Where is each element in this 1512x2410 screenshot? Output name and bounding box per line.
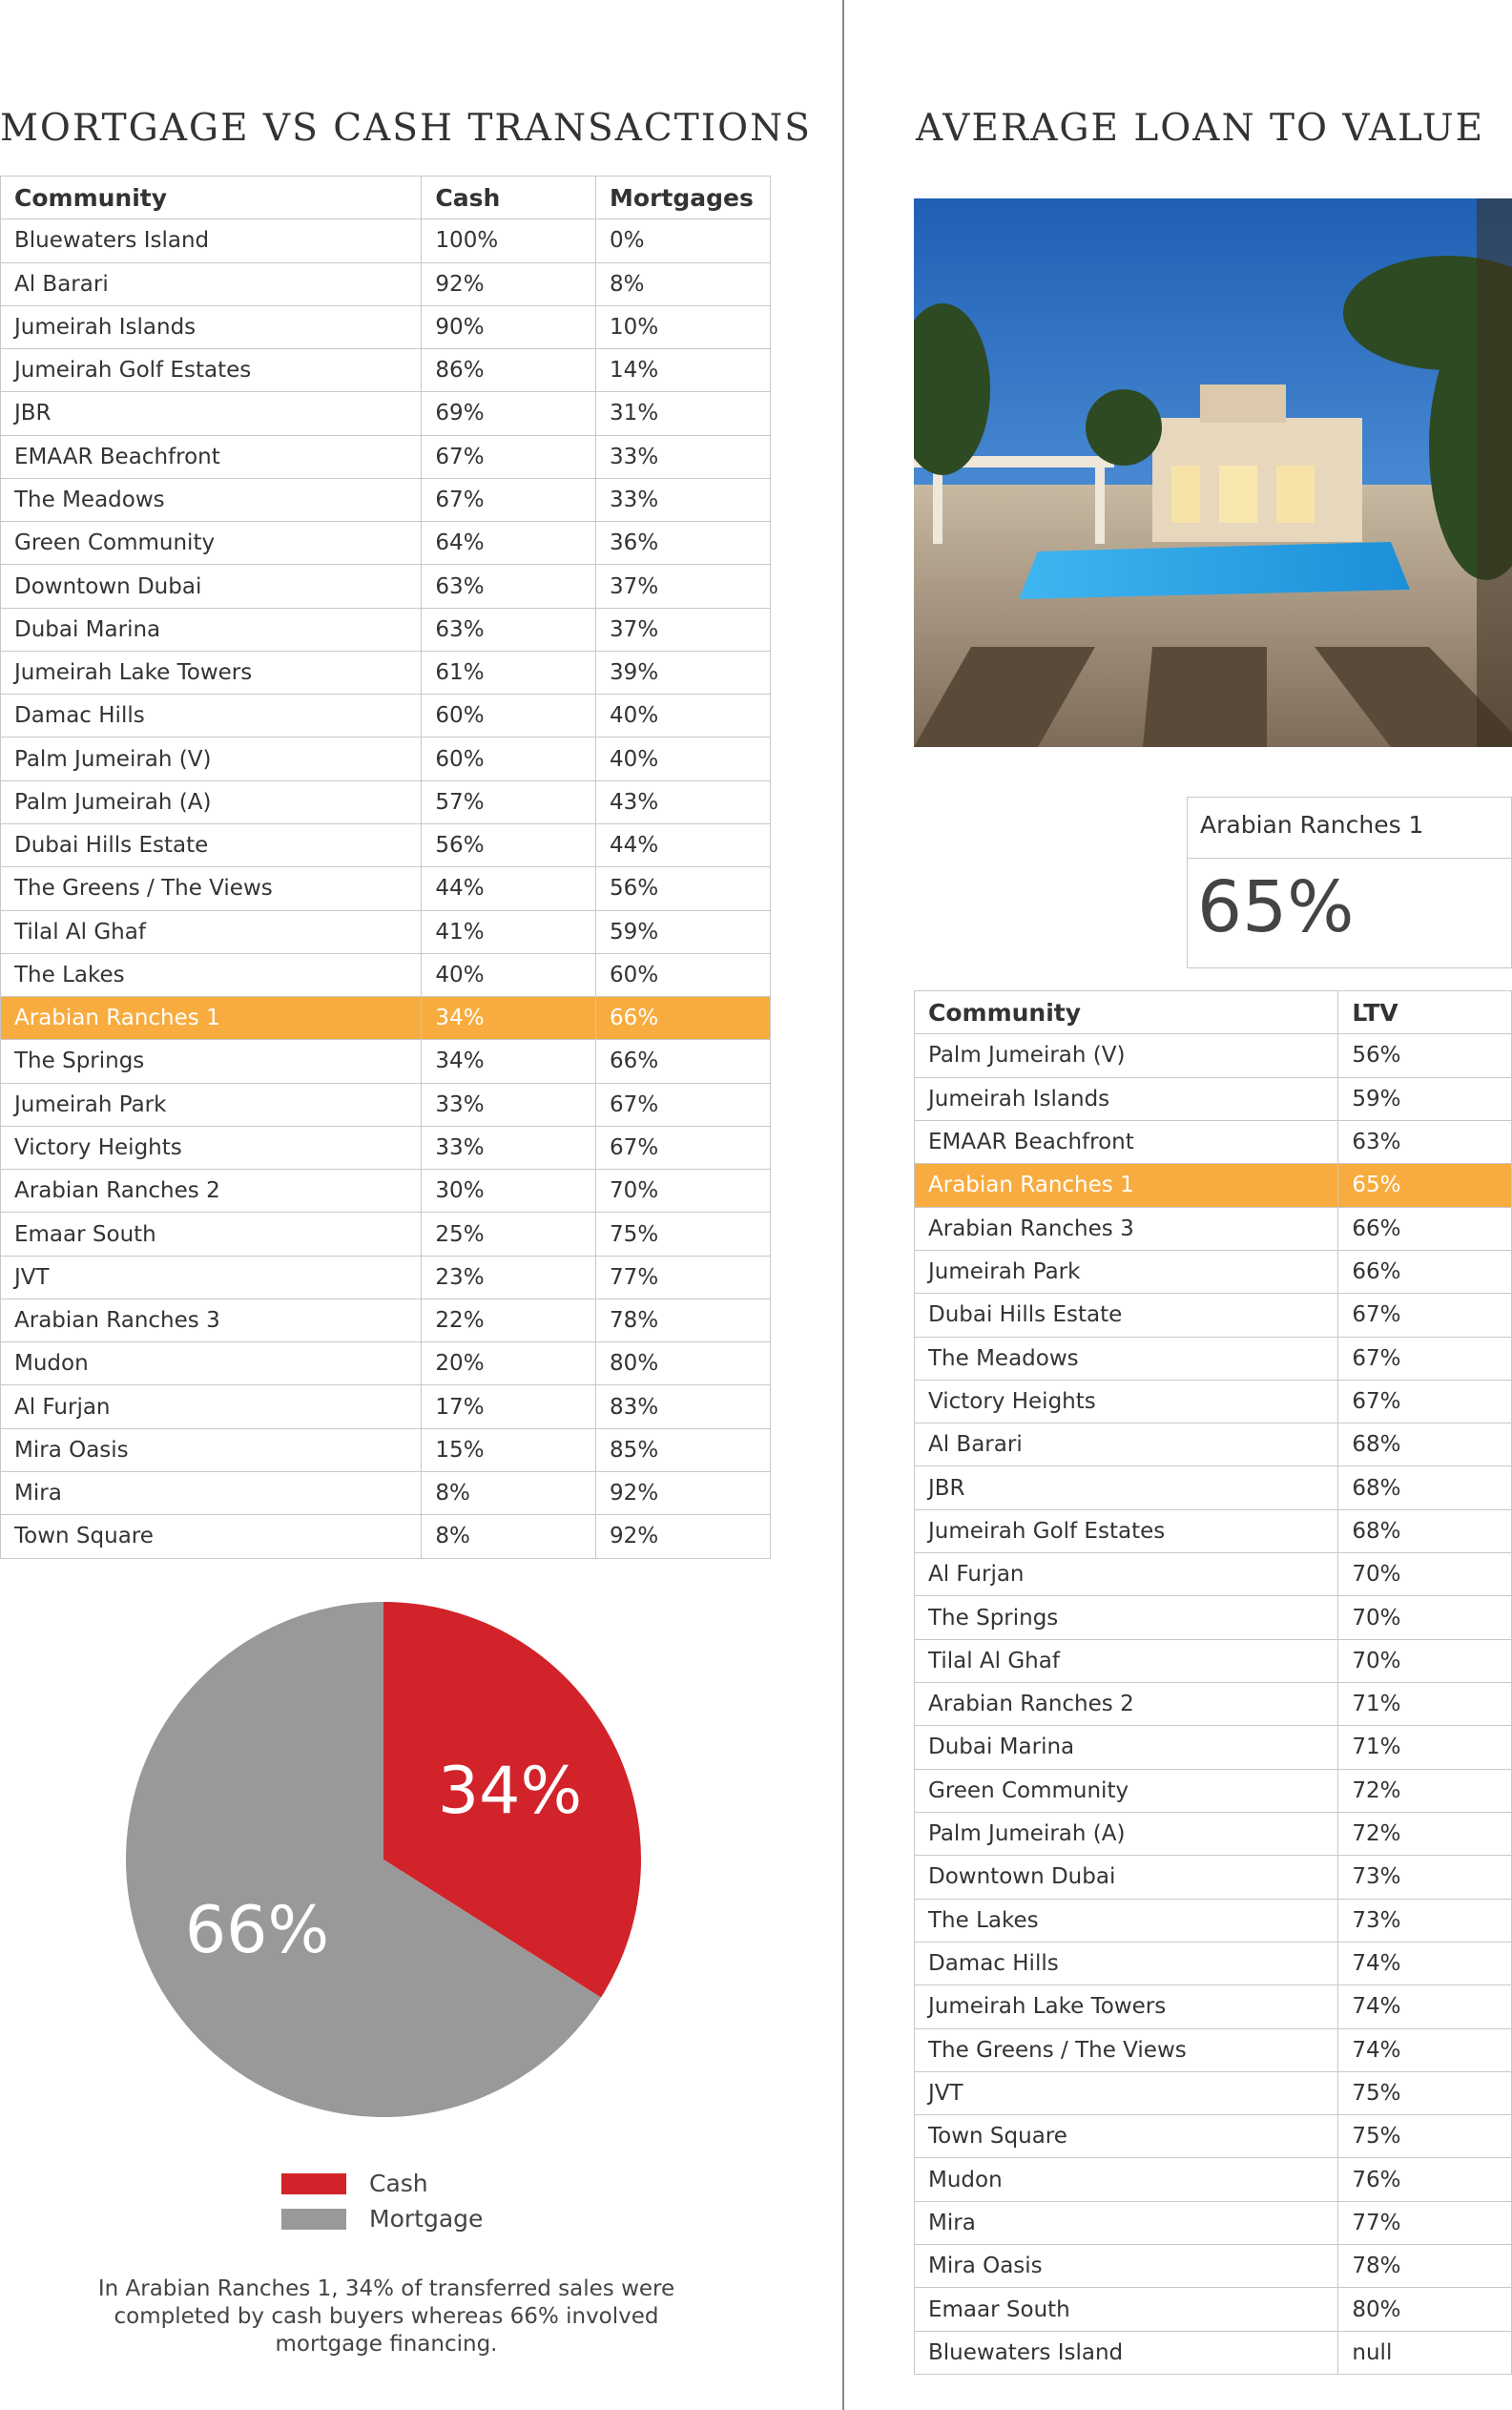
community-cell: Damac Hills	[1, 695, 422, 738]
legend-swatch-mortgage	[281, 2209, 346, 2230]
value-cell: 43%	[596, 780, 771, 823]
community-cell: EMAAR Beachfront	[915, 1120, 1338, 1163]
community-cell: The Greens / The Views	[1, 867, 422, 910]
community-cell: Jumeirah Lake Towers	[915, 1985, 1338, 2028]
value-cell: 64%	[422, 522, 596, 565]
value-cell: 80%	[596, 1342, 771, 1385]
callout-value: 65%	[1197, 866, 1355, 948]
value-cell: 17%	[422, 1385, 596, 1428]
table-row	[915, 1294, 1512, 1337]
table-row	[1, 262, 771, 305]
value-cell: 34%	[422, 1040, 596, 1083]
value-cell: 67%	[1338, 1337, 1512, 1380]
community-cell: Al Barari	[915, 1423, 1338, 1466]
community-cell: Arabian Ranches 3	[1, 1298, 422, 1341]
legend-item-cash	[281, 2166, 483, 2201]
table-row	[915, 1164, 1512, 1207]
value-cell: 67%	[422, 435, 596, 478]
community-cell: Town Square	[1, 1515, 422, 1558]
table-row	[915, 2115, 1512, 2158]
community-cell: Jumeirah Islands	[915, 1077, 1338, 1120]
value-cell: 59%	[596, 910, 771, 953]
value-cell: 56%	[596, 867, 771, 910]
community-cell: Al Furjan	[1, 1385, 422, 1428]
community-cell: The Greens / The Views	[915, 2028, 1338, 2071]
column-divider	[842, 0, 844, 2410]
table-row	[915, 2028, 1512, 2071]
table-row	[915, 1466, 1512, 1509]
table-row	[1, 910, 771, 953]
table-row	[915, 1812, 1512, 1855]
column-header-community: Community	[1, 177, 422, 219]
table-row	[1, 1170, 771, 1213]
value-cell: 67%	[596, 1083, 771, 1126]
value-cell: 78%	[1338, 2245, 1512, 2288]
table-row	[1, 1428, 771, 1471]
value-cell: 70%	[1338, 1596, 1512, 1639]
value-cell: 8%	[422, 1471, 596, 1514]
value-cell: 67%	[1338, 1380, 1512, 1423]
table-row	[1, 1471, 771, 1514]
table-row	[915, 2288, 1512, 2331]
value-cell: 70%	[596, 1170, 771, 1213]
community-cell: JBR	[915, 1466, 1338, 1509]
table-row	[915, 1639, 1512, 1682]
value-cell: 85%	[596, 1428, 771, 1471]
table-row	[915, 1985, 1512, 2028]
value-cell: 10%	[596, 305, 771, 348]
value-cell: 75%	[596, 1213, 771, 1256]
value-cell: 37%	[596, 608, 771, 651]
table-row	[915, 1120, 1512, 1163]
pie-legend	[281, 2166, 483, 2236]
community-cell: Bluewaters Island	[1, 219, 422, 262]
community-cell: Victory Heights	[915, 1380, 1338, 1423]
value-cell: 22%	[422, 1298, 596, 1341]
table-row	[915, 1509, 1512, 1552]
table-row	[915, 1207, 1512, 1250]
value-cell: 56%	[422, 823, 596, 866]
community-cell: Town Square	[915, 2115, 1338, 2158]
ltv-table	[914, 990, 1512, 2375]
value-cell: 67%	[1338, 1294, 1512, 1337]
value-cell: 67%	[422, 478, 596, 521]
value-cell: 73%	[1338, 1856, 1512, 1899]
table-row	[915, 1942, 1512, 1984]
value-cell: 23%	[422, 1256, 596, 1298]
ltv-callout-card	[1187, 797, 1512, 968]
table-row	[915, 1596, 1512, 1639]
value-cell: 59%	[1338, 1077, 1512, 1120]
community-cell: The Lakes	[915, 1899, 1338, 1942]
value-cell: 92%	[596, 1471, 771, 1514]
community-cell: JVT	[1, 1256, 422, 1298]
value-cell: 56%	[1338, 1034, 1512, 1077]
community-cell: EMAAR Beachfront	[1, 435, 422, 478]
table-row	[1, 867, 771, 910]
community-cell: Mira	[1, 1471, 422, 1514]
value-cell: 66%	[596, 1040, 771, 1083]
table-row	[1, 780, 771, 823]
community-cell: The Meadows	[915, 1337, 1338, 1380]
table-row	[915, 2201, 1512, 2244]
value-cell: 72%	[1338, 1812, 1512, 1855]
value-cell: 44%	[422, 867, 596, 910]
value-cell: 68%	[1338, 1423, 1512, 1466]
community-cell: Jumeirah Golf Estates	[915, 1509, 1338, 1552]
community-cell: The Lakes	[1, 953, 422, 996]
community-cell: Dubai Marina	[915, 1726, 1338, 1769]
value-cell: 60%	[596, 953, 771, 996]
table-row	[915, 1899, 1512, 1942]
community-cell: Downtown Dubai	[915, 1856, 1338, 1899]
cash-mortgage-pie-chart	[122, 1598, 645, 2121]
community-cell: Arabian Ranches 3	[915, 1207, 1338, 1250]
value-cell: 86%	[422, 349, 596, 392]
community-cell: The Springs	[915, 1596, 1338, 1639]
value-cell: 80%	[1338, 2288, 1512, 2331]
value-cell: 75%	[1338, 2071, 1512, 2114]
value-cell: 69%	[422, 392, 596, 435]
community-cell: Arabian Ranches 1	[1, 997, 422, 1040]
value-cell: 39%	[596, 651, 771, 694]
value-cell: 74%	[1338, 2028, 1512, 2071]
mortgage-vs-cash-table	[0, 176, 771, 1559]
table-row	[915, 1077, 1512, 1120]
value-cell: 25%	[422, 1213, 596, 1256]
value-cell: 30%	[422, 1170, 596, 1213]
community-cell: Bluewaters Island	[915, 2331, 1338, 2374]
value-cell: 76%	[1338, 2158, 1512, 2201]
community-cell: JVT	[915, 2071, 1338, 2114]
value-cell: 15%	[422, 1428, 596, 1471]
community-cell: Green Community	[1, 522, 422, 565]
value-cell: 83%	[596, 1385, 771, 1428]
community-cell: Mudon	[915, 2158, 1338, 2201]
value-cell: 34%	[422, 997, 596, 1040]
value-cell: 74%	[1338, 1985, 1512, 2028]
community-cell: Mudon	[1, 1342, 422, 1385]
table-row	[1, 823, 771, 866]
table-row	[1, 392, 771, 435]
community-cell: Arabian Ranches 2	[1, 1170, 422, 1213]
value-cell: 0%	[596, 219, 771, 262]
value-cell: 57%	[422, 780, 596, 823]
value-cell: 8%	[596, 262, 771, 305]
value-cell: 40%	[596, 695, 771, 738]
table-row	[1, 651, 771, 694]
value-cell: 71%	[1338, 1726, 1512, 1769]
table-row	[1, 219, 771, 262]
table-row	[1, 522, 771, 565]
table-row	[915, 1553, 1512, 1596]
value-cell: 36%	[596, 522, 771, 565]
community-cell: Arabian Ranches 1	[915, 1164, 1338, 1207]
value-cell: 90%	[422, 305, 596, 348]
value-cell: 70%	[1338, 1553, 1512, 1596]
value-cell: 40%	[596, 738, 771, 780]
legend-swatch-cash	[281, 2173, 346, 2194]
community-cell: Mira Oasis	[915, 2245, 1338, 2288]
community-cell: Dubai Hills Estate	[1, 823, 422, 866]
table-row	[1, 608, 771, 651]
table-row	[1, 1515, 771, 1558]
value-cell: 75%	[1338, 2115, 1512, 2158]
value-cell: 60%	[422, 695, 596, 738]
table-row	[915, 1769, 1512, 1812]
value-cell: 41%	[422, 910, 596, 953]
value-cell: 78%	[596, 1298, 771, 1341]
value-cell: 100%	[422, 219, 596, 262]
value-cell: 33%	[422, 1126, 596, 1169]
value-cell: null	[1338, 2331, 1512, 2374]
community-cell: Arabian Ranches 2	[915, 1683, 1338, 1726]
community-cell: Palm Jumeirah (V)	[1, 738, 422, 780]
table-row	[915, 1034, 1512, 1077]
community-cell: Jumeirah Park	[915, 1250, 1338, 1293]
table-row	[1, 1256, 771, 1298]
value-cell: 31%	[596, 392, 771, 435]
table-row	[1, 478, 771, 521]
table-header-row	[915, 991, 1512, 1034]
table-row	[915, 2331, 1512, 2374]
column-header-ltv: LTV	[1338, 991, 1512, 1034]
value-cell: 33%	[422, 1083, 596, 1126]
community-cell: Tilal Al Ghaf	[1, 910, 422, 953]
community-cell: Mira	[915, 2201, 1338, 2244]
community-cell: Palm Jumeirah (A)	[1, 780, 422, 823]
table-row	[1, 738, 771, 780]
value-cell: 20%	[422, 1342, 596, 1385]
community-cell: The Meadows	[1, 478, 422, 521]
table-row	[1, 1342, 771, 1385]
value-cell: 71%	[1338, 1683, 1512, 1726]
community-cell: Al Barari	[1, 262, 422, 305]
legend-label-mortgage: Mortgage	[369, 2205, 484, 2233]
value-cell: 63%	[422, 608, 596, 651]
table-row	[1, 1126, 771, 1169]
legend-item-mortgage	[281, 2201, 483, 2236]
value-cell: 63%	[422, 565, 596, 608]
table-row	[1, 953, 771, 996]
value-cell: 65%	[1338, 1164, 1512, 1207]
table-row	[1, 349, 771, 392]
community-cell: Victory Heights	[1, 1126, 422, 1169]
community-cell: Mira Oasis	[1, 1428, 422, 1471]
pie-label-mortgage: 66%	[184, 1892, 330, 1968]
pie-label-cash: 34%	[437, 1754, 583, 1830]
table-row	[1, 305, 771, 348]
table-row	[1, 1298, 771, 1341]
table-row	[915, 2245, 1512, 2288]
value-cell: 33%	[596, 478, 771, 521]
legend-label-cash: Cash	[369, 2170, 428, 2197]
value-cell: 73%	[1338, 1899, 1512, 1942]
value-cell: 66%	[1338, 1250, 1512, 1293]
callout-label: Arabian Ranches 1	[1188, 798, 1511, 859]
table-row	[1, 565, 771, 608]
value-cell: 92%	[596, 1515, 771, 1558]
community-cell: Palm Jumeirah (V)	[915, 1034, 1338, 1077]
value-cell: 92%	[422, 262, 596, 305]
table-row	[915, 1250, 1512, 1293]
community-cell: Palm Jumeirah (A)	[915, 1812, 1338, 1855]
community-cell: Emaar South	[1, 1213, 422, 1256]
value-cell: 61%	[422, 651, 596, 694]
community-cell: Al Furjan	[915, 1553, 1338, 1596]
value-cell: 14%	[596, 349, 771, 392]
community-cell: Jumeirah Lake Towers	[1, 651, 422, 694]
table-row	[1, 695, 771, 738]
community-cell: Jumeirah Islands	[1, 305, 422, 348]
value-cell: 44%	[596, 823, 771, 866]
value-cell: 77%	[596, 1256, 771, 1298]
value-cell: 74%	[1338, 1942, 1512, 1984]
table-row	[1, 1213, 771, 1256]
value-cell: 33%	[596, 435, 771, 478]
table-row	[915, 1337, 1512, 1380]
value-cell: 68%	[1338, 1466, 1512, 1509]
table-row	[915, 1683, 1512, 1726]
value-cell: 37%	[596, 565, 771, 608]
value-cell: 40%	[422, 953, 596, 996]
community-cell: Jumeirah Park	[1, 1083, 422, 1126]
value-cell: 66%	[1338, 1207, 1512, 1250]
value-cell: 70%	[1338, 1639, 1512, 1682]
value-cell: 63%	[1338, 1120, 1512, 1163]
column-header-community: Community	[915, 991, 1338, 1034]
value-cell: 66%	[596, 997, 771, 1040]
column-header-cash: Cash	[422, 177, 596, 219]
table-row	[915, 2071, 1512, 2114]
table-row	[915, 2158, 1512, 2201]
villa-pool-photo	[914, 198, 1512, 747]
table-row	[1, 435, 771, 478]
value-cell: 77%	[1338, 2201, 1512, 2244]
value-cell: 68%	[1338, 1509, 1512, 1552]
pie-caption: In Arabian Ranches 1, 34% of transferred sales were completed by cash buyers whereas 66% involved mortgage financing.	[97, 2276, 675, 2357]
community-cell: Damac Hills	[915, 1942, 1338, 1984]
community-cell: Tilal Al Ghaf	[915, 1639, 1338, 1682]
community-cell: Dubai Hills Estate	[915, 1294, 1338, 1337]
community-cell: Dubai Marina	[1, 608, 422, 651]
table-row	[915, 1726, 1512, 1769]
table-row	[915, 1380, 1512, 1423]
table-row	[1, 1385, 771, 1428]
table-row	[1, 997, 771, 1040]
table-row	[1, 1040, 771, 1083]
value-cell: 8%	[422, 1515, 596, 1558]
community-cell: JBR	[1, 392, 422, 435]
community-cell: Green Community	[915, 1769, 1338, 1812]
community-cell: The Springs	[1, 1040, 422, 1083]
table-row	[915, 1423, 1512, 1466]
mortgage-vs-cash-title: MORTGAGE VS CASH TRANSACTIONS	[0, 107, 812, 150]
average-ltv-title: AVERAGE LOAN TO VALUE	[916, 107, 1485, 150]
community-cell: Emaar South	[915, 2288, 1338, 2331]
table-row	[915, 1856, 1512, 1899]
value-cell: 72%	[1338, 1769, 1512, 1812]
community-cell: Jumeirah Golf Estates	[1, 349, 422, 392]
column-header-mortgages: Mortgages	[596, 177, 771, 219]
value-cell: 67%	[596, 1126, 771, 1169]
table-row	[1, 1083, 771, 1126]
table-header-row	[1, 177, 771, 219]
value-cell: 60%	[422, 738, 596, 780]
community-cell: Downtown Dubai	[1, 565, 422, 608]
